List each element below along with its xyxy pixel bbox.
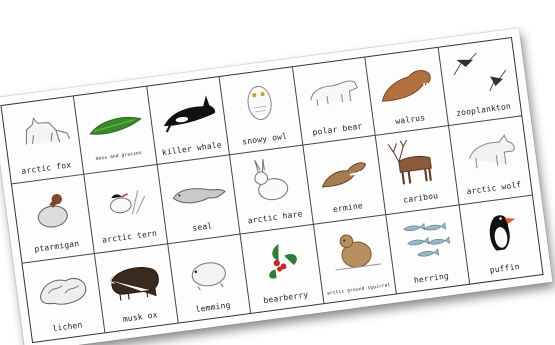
card-zooplankton xyxy=(438,38,521,126)
card-arctic-hare xyxy=(230,146,313,234)
card-polar-bear xyxy=(293,57,376,145)
card-caribou xyxy=(376,126,459,214)
arctic-wolf-drawing xyxy=(453,121,525,181)
card-label: arctic hare xyxy=(247,209,304,226)
bearberry-drawing xyxy=(245,229,316,289)
walrus-drawing xyxy=(370,52,441,112)
card-ermine xyxy=(303,136,386,224)
lemming-drawing xyxy=(173,239,244,299)
moss-drawing xyxy=(79,91,150,151)
card-label: caribou xyxy=(402,191,439,205)
herring-drawing xyxy=(391,210,462,270)
card-puffin xyxy=(459,195,542,283)
card-grid xyxy=(0,37,543,343)
card-sheet xyxy=(0,28,553,345)
polar-bear-drawing xyxy=(297,62,368,122)
card-label: herring xyxy=(413,271,450,285)
card-label: arctic wolf xyxy=(466,180,522,197)
card-musk-ox xyxy=(95,244,178,332)
puffin-drawing xyxy=(464,200,536,260)
card-label: bearberry xyxy=(262,289,309,305)
card-label: arctic tern xyxy=(101,228,158,246)
card-label: seal xyxy=(191,221,213,234)
card-label: ptarmigan xyxy=(33,239,80,255)
card-ptarmigan xyxy=(12,175,95,263)
card-herring xyxy=(386,205,469,293)
card-label: snowy owl xyxy=(241,131,288,147)
arctic-tern-drawing xyxy=(89,170,160,230)
card-label: musk ox xyxy=(122,309,159,324)
zooplankton-drawing xyxy=(443,43,515,103)
arctic-hare-drawing xyxy=(235,150,306,210)
card-arctic-fox xyxy=(2,96,85,184)
lichen-drawing xyxy=(27,258,98,318)
card-label: lemming xyxy=(195,300,232,314)
card-seal xyxy=(158,156,241,244)
card-arctic-tern xyxy=(85,165,168,253)
card-label: arctic fox xyxy=(20,160,72,176)
killer-whale-drawing xyxy=(152,82,223,142)
arctic-ground-squirrel-drawing xyxy=(318,219,389,279)
card-label: puffin xyxy=(489,261,521,275)
card-label: moss and grasses xyxy=(95,150,143,162)
card-moss-and-grasses xyxy=(74,87,157,175)
card-label: polar bear xyxy=(311,121,363,138)
card-arctic-ground-squirrel xyxy=(314,215,397,303)
card-label: zooplankton xyxy=(455,101,512,118)
card-lichen xyxy=(23,254,106,342)
card-label: ermine xyxy=(332,201,364,215)
card-label: killer whale xyxy=(161,140,223,158)
ermine-drawing xyxy=(308,141,379,201)
card-walrus xyxy=(365,48,448,136)
ptarmigan-drawing xyxy=(17,180,88,240)
card-bearberry xyxy=(241,224,324,312)
arctic-fox-drawing xyxy=(6,101,77,161)
musk-ox-drawing xyxy=(100,249,171,309)
caribou-drawing xyxy=(380,131,451,191)
card-killer-whale xyxy=(147,77,230,165)
card-label: arctic ground squirrel xyxy=(326,283,391,297)
card-arctic-wolf xyxy=(449,117,532,205)
card-lemming xyxy=(168,234,251,322)
card-label: walrus xyxy=(394,113,426,126)
seal-drawing xyxy=(162,160,233,220)
card-label: lichen xyxy=(51,319,83,333)
card-snowy-owl xyxy=(220,67,303,155)
snowy-owl-drawing xyxy=(224,72,295,132)
